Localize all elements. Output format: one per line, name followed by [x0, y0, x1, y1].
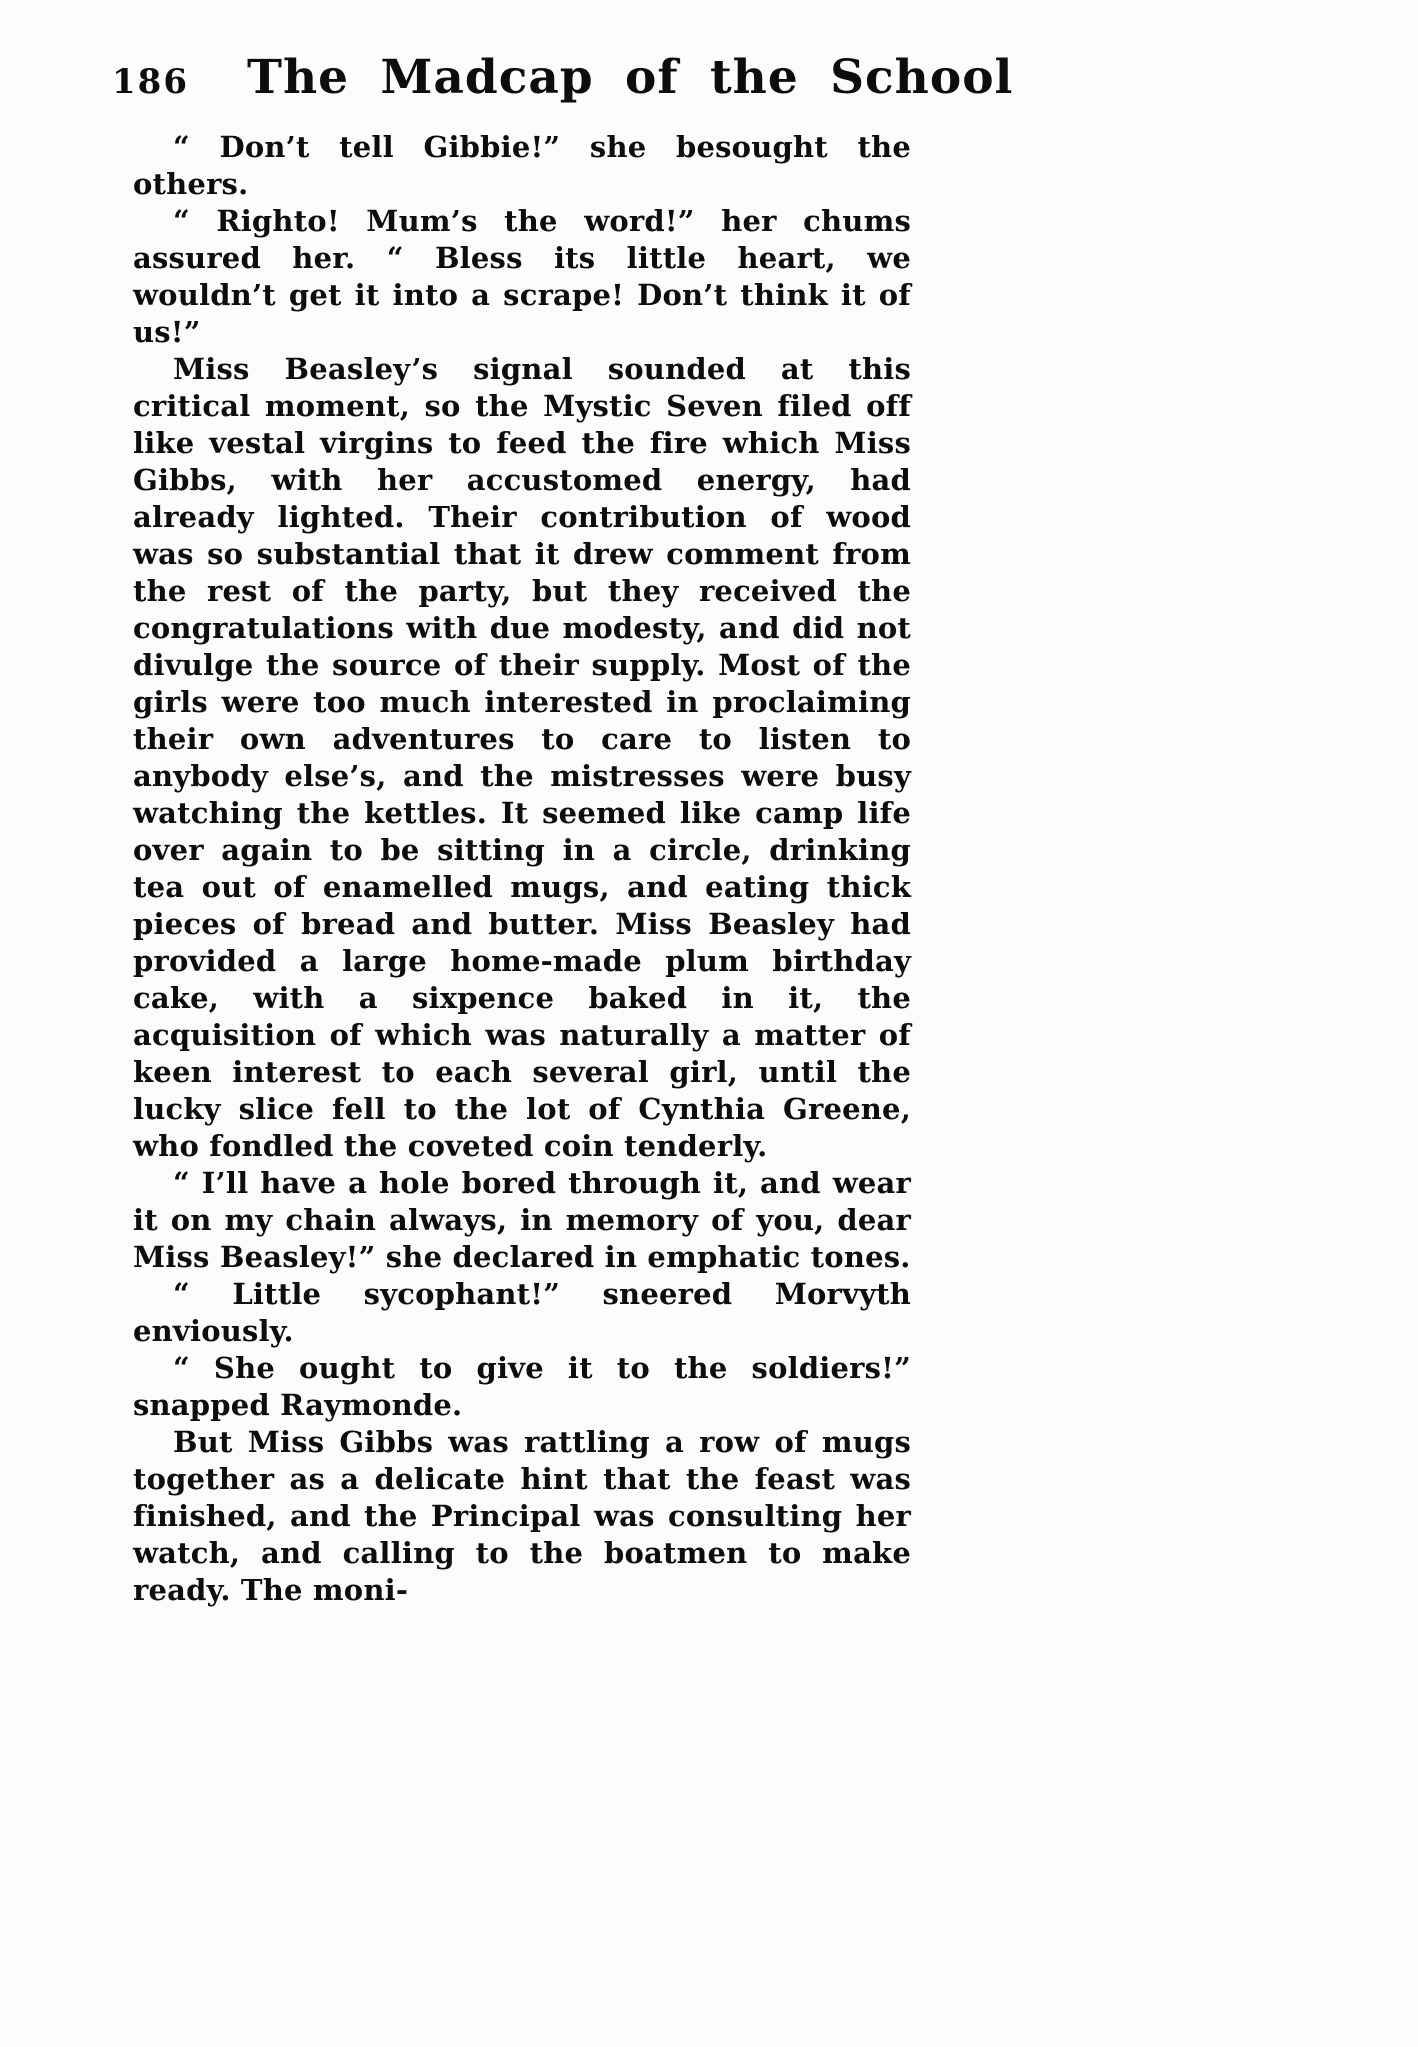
paragraph: “ I’ll have a hole bored through it, and wear it on my chain always, in memory of you, dear Miss Beasley!” she declared in emphatic tones.: [133, 1166, 911, 1274]
paragraph: Miss Beasley’s signal sounded at this critical moment, so the Mystic Seven filed off like vestal virgins to feed the fire which Miss Gibbs, with her accustomed energy, had already lighted. Their contribution of wood was so substantial that it drew comment from the rest of the party, but they received the congratulations with due modesty, and did not divulge the source of their supply. Most of the girls were too much interested in proclaiming their own adventures to care to listen to anybody else’s, and the mistresses were busy watching the kettles. It seemed like camp life over again to be sitting in a circle, drinking tea out of enamelled mugs, and eating thick pieces of bread and butter. Miss Beasley had provided a large home-made plum birthday cake, with a sixpence baked in it, the acquisition of which was naturally a matter of keen interest to each several girl, until the lucky slice fell to the lot of Cynthia Greene, who fondled the coveted coin tenderly.: [133, 352, 911, 1163]
page-header: [0, 0, 1418, 105]
paragraph: “ Righto! Mum’s the word!” her chums assured her. “ Bless its little heart, we wouldn’t get it into a scrape! Don’t think it of us!”: [133, 204, 911, 349]
page-number: 186: [112, 62, 189, 102]
paragraph: “ Don’t tell Gibbie!” she besought the others.: [133, 130, 911, 201]
page-title: The Madcap of the School: [246, 50, 1014, 105]
paragraph: “ Little sycophant!” sneered Morvyth enviously.: [133, 1277, 911, 1348]
paragraph: “ She ought to give it to the soldiers!” snapped Raymonde.: [133, 1351, 911, 1422]
paragraph: But Miss Gibbs was rattling a row of mugs together as a delicate hint that the feast was finished, and the Principal was consulting her watch, and calling to the boatmen to make ready. The moni-: [133, 1425, 911, 1607]
text-block: [133, 129, 911, 1609]
